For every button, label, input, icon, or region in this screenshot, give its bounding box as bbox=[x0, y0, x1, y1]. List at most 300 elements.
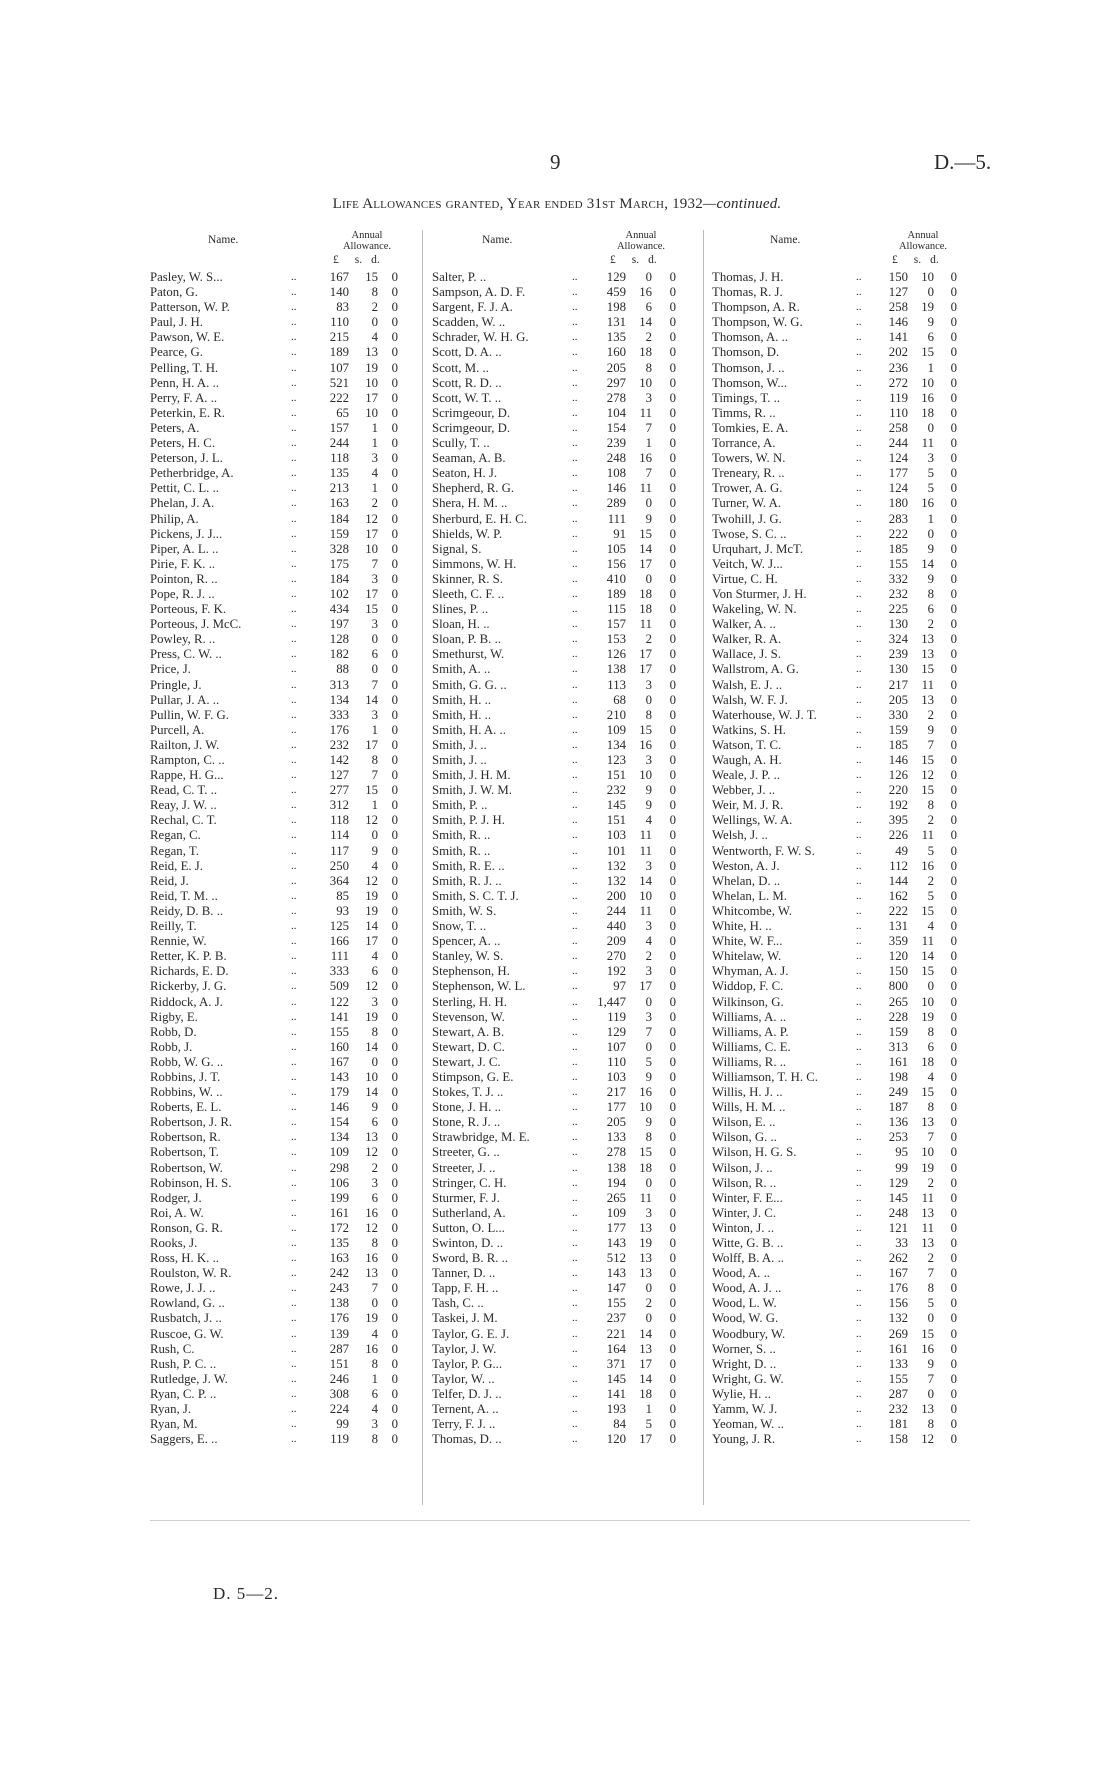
pensioner-name: Scott, D. A. .. bbox=[432, 345, 502, 360]
amount-pounds: 162 bbox=[888, 888, 908, 903]
pensioner-name: Whelan, L. M. bbox=[712, 888, 787, 903]
table-row bbox=[712, 315, 982, 330]
amount-pounds: 287 bbox=[329, 1341, 349, 1356]
amount-shillings: 8 bbox=[371, 1432, 378, 1447]
table-row bbox=[712, 1387, 982, 1402]
amount-pence: 0 bbox=[669, 692, 676, 707]
pensioner-name: Tapp, F. H. .. bbox=[432, 1281, 499, 1296]
amount-pence: 0 bbox=[950, 873, 957, 888]
amount-shillings: 1 bbox=[371, 420, 378, 435]
amount-pounds: 158 bbox=[888, 1432, 908, 1447]
table-row bbox=[432, 1085, 702, 1100]
leader-dots: .. bbox=[291, 1312, 297, 1325]
table-row bbox=[712, 859, 982, 874]
amount-pence: 0 bbox=[391, 436, 398, 451]
amount-pence: 0 bbox=[950, 692, 957, 707]
amount-pounds: 222 bbox=[888, 526, 908, 541]
leader-dots: .. bbox=[291, 421, 297, 434]
amount-pence: 0 bbox=[950, 405, 957, 420]
amount-shillings: 4 bbox=[927, 1069, 934, 1084]
table-row bbox=[150, 361, 420, 376]
pensioner-name: Whelan, D. .. bbox=[712, 873, 781, 888]
amount-pence: 0 bbox=[950, 466, 957, 481]
leader-dots: .. bbox=[856, 286, 862, 299]
amount-pence: 0 bbox=[669, 737, 676, 752]
leader-dots: .. bbox=[572, 316, 578, 329]
amount-shillings: 8 bbox=[645, 360, 652, 375]
leader-dots: .. bbox=[856, 1010, 862, 1023]
header-shillings: s. bbox=[913, 254, 922, 266]
pensioner-name: Peterkin, E. R. bbox=[150, 405, 225, 420]
amount-pence: 0 bbox=[391, 813, 398, 828]
amount-shillings: 3 bbox=[371, 707, 378, 722]
amount-pence: 0 bbox=[391, 722, 398, 737]
table-row bbox=[150, 1327, 420, 1342]
leader-dots: .. bbox=[856, 437, 862, 450]
pensioner-name: Rusbatch, J. .. bbox=[150, 1311, 222, 1326]
table-row bbox=[712, 662, 982, 677]
pensioner-name: Williamson, T. H. C. bbox=[712, 1069, 819, 1084]
leader-dots: .. bbox=[856, 1372, 862, 1385]
amount-shillings: 18 bbox=[921, 1054, 934, 1069]
amount-shillings: 13 bbox=[639, 1220, 652, 1235]
leader-dots: .. bbox=[856, 799, 862, 812]
amount-shillings: 10 bbox=[921, 270, 934, 284]
table-row bbox=[432, 1372, 702, 1387]
pensioner-name: Taylor, W. .. bbox=[432, 1371, 495, 1386]
table-row bbox=[150, 783, 420, 798]
table-row bbox=[150, 662, 420, 677]
table-row bbox=[432, 300, 702, 315]
amount-pounds: 265 bbox=[606, 1190, 626, 1205]
amount-pence: 0 bbox=[669, 496, 676, 511]
amount-pence: 0 bbox=[669, 375, 676, 390]
pensioner-name: Reidy, D. B. .. bbox=[150, 903, 224, 918]
amount-shillings: 10 bbox=[365, 405, 378, 420]
amount-pounds: 224 bbox=[329, 1402, 349, 1417]
pensioner-name: Stone, R. J. .. bbox=[432, 1115, 501, 1130]
table-row bbox=[432, 1417, 702, 1432]
leader-dots: .. bbox=[856, 1357, 862, 1370]
leader-dots: .. bbox=[572, 391, 578, 404]
amount-shillings: 15 bbox=[639, 722, 652, 737]
amount-pounds: 287 bbox=[888, 1386, 908, 1401]
amount-shillings: 2 bbox=[371, 1160, 378, 1175]
pensioner-name: Wilson, R. .. bbox=[712, 1175, 777, 1190]
amount-shillings: 10 bbox=[639, 375, 652, 390]
pensioner-name: Perry, F. A. .. bbox=[150, 390, 218, 405]
amount-pence: 0 bbox=[669, 1220, 676, 1235]
pensioner-name: Schrader, W. H. G. bbox=[432, 330, 529, 345]
amount-shillings: 16 bbox=[639, 285, 652, 300]
table-row bbox=[712, 270, 982, 285]
amount-pence: 0 bbox=[950, 903, 957, 918]
leader-dots: .. bbox=[856, 587, 862, 600]
pensioner-name: Powley, R. .. bbox=[150, 632, 216, 647]
pensioner-name: Turner, W. A. bbox=[712, 496, 782, 511]
amount-pence: 0 bbox=[669, 888, 676, 903]
leader-dots: .. bbox=[291, 723, 297, 736]
amount-shillings: 0 bbox=[927, 1311, 934, 1326]
leader-dots: .. bbox=[572, 663, 578, 676]
pensioner-name: Smethurst, W. bbox=[432, 647, 505, 662]
table-row bbox=[150, 1085, 420, 1100]
pensioner-name: Telfer, D. J. .. bbox=[432, 1386, 502, 1401]
column-header bbox=[150, 230, 420, 270]
amount-pounds: 155 bbox=[888, 1371, 908, 1386]
amount-pence: 0 bbox=[950, 1130, 957, 1145]
table-row bbox=[432, 738, 702, 753]
amount-pence: 0 bbox=[669, 1024, 676, 1039]
leader-dots: .. bbox=[572, 1221, 578, 1234]
leader-dots: .. bbox=[572, 920, 578, 933]
leader-dots: .. bbox=[291, 527, 297, 540]
amount-pence: 0 bbox=[391, 496, 398, 511]
pensioner-name: Weir, M. J. R. bbox=[712, 798, 784, 813]
pensioner-name: Petherbridge, A. bbox=[150, 466, 234, 481]
leader-dots: .. bbox=[856, 1191, 862, 1204]
table-row bbox=[432, 919, 702, 934]
amount-shillings: 6 bbox=[371, 1386, 378, 1401]
pensioner-name: Peters, H. C. bbox=[150, 436, 216, 451]
pensioner-name: Walker, A. .. bbox=[712, 617, 776, 632]
header-pence: d. bbox=[371, 254, 380, 266]
amount-pounds: 126 bbox=[888, 768, 908, 783]
leader-dots: .. bbox=[856, 1221, 862, 1234]
leader-dots: .. bbox=[856, 1327, 862, 1340]
pensioner-name: Wolff, B. A. .. bbox=[712, 1251, 784, 1266]
pensioner-name: Walsh, E. J. .. bbox=[712, 677, 783, 692]
amount-shillings: 16 bbox=[639, 737, 652, 752]
pensioner-name: Seaton, H. J. bbox=[432, 466, 498, 481]
amount-pence: 0 bbox=[391, 677, 398, 692]
amount-pence: 0 bbox=[669, 828, 676, 843]
leader-dots: .. bbox=[856, 935, 862, 948]
amount-pounds: 164 bbox=[606, 1341, 626, 1356]
leader-dots: .. bbox=[291, 376, 297, 389]
amount-pounds: 248 bbox=[888, 1205, 908, 1220]
amount-shillings: 0 bbox=[927, 979, 934, 994]
table-row bbox=[712, 617, 982, 632]
leader-dots: .. bbox=[572, 1116, 578, 1129]
amount-pence: 0 bbox=[669, 315, 676, 330]
amount-shillings: 16 bbox=[921, 496, 934, 511]
table-row bbox=[432, 949, 702, 964]
amount-pounds: 129 bbox=[606, 270, 626, 284]
amount-pence: 0 bbox=[669, 451, 676, 466]
amount-pence: 0 bbox=[950, 1311, 957, 1326]
amount-shillings: 0 bbox=[371, 662, 378, 677]
amount-shillings: 17 bbox=[639, 1432, 652, 1447]
pensioner-name: Smith, H. .. bbox=[432, 692, 492, 707]
table-row bbox=[712, 376, 982, 391]
amount-pence: 0 bbox=[669, 798, 676, 813]
table-row bbox=[712, 1417, 982, 1432]
leader-dots: .. bbox=[856, 965, 862, 978]
pensioner-name: Scrimgeour, D. bbox=[432, 420, 511, 435]
pensioner-name: Worner, S. .. bbox=[712, 1341, 776, 1356]
amount-shillings: 19 bbox=[365, 360, 378, 375]
table-row bbox=[150, 723, 420, 738]
amount-shillings: 18 bbox=[639, 345, 652, 360]
pensioner-name: Ternent, A. .. bbox=[432, 1402, 499, 1417]
leader-dots: .. bbox=[572, 301, 578, 314]
amount-shillings: 19 bbox=[921, 1160, 934, 1175]
amount-shillings: 2 bbox=[645, 632, 652, 647]
header-shillings: s. bbox=[354, 254, 363, 266]
leader-dots: .. bbox=[856, 920, 862, 933]
pensioner-name: Wakeling, W. N. bbox=[712, 602, 797, 617]
amount-pence: 0 bbox=[391, 345, 398, 360]
amount-pounds: 84 bbox=[613, 1417, 626, 1432]
amount-pounds: 132 bbox=[888, 1311, 908, 1326]
amount-pence: 0 bbox=[669, 466, 676, 481]
leader-dots: .. bbox=[291, 452, 297, 465]
pensioner-name: Stringer, C. H. bbox=[432, 1175, 507, 1190]
pensioner-name: Robertson, T. bbox=[150, 1145, 219, 1160]
table-row bbox=[712, 874, 982, 889]
amount-pounds: 167 bbox=[329, 270, 349, 284]
amount-shillings: 9 bbox=[927, 722, 934, 737]
amount-pounds: 143 bbox=[606, 1266, 626, 1281]
pensioner-name: Thomson, A. .. bbox=[712, 330, 789, 345]
table-row bbox=[712, 844, 982, 859]
amount-pounds: 131 bbox=[888, 919, 908, 934]
amount-pounds: 85 bbox=[336, 888, 349, 903]
pensioner-name: Sturmer, F. J. bbox=[432, 1190, 500, 1205]
table-row bbox=[712, 1221, 982, 1236]
amount-shillings: 15 bbox=[921, 903, 934, 918]
table-row bbox=[150, 300, 420, 315]
leader-dots: .. bbox=[291, 1131, 297, 1144]
amount-shillings: 19 bbox=[365, 1311, 378, 1326]
amount-pence: 0 bbox=[669, 1130, 676, 1145]
table-row bbox=[150, 693, 420, 708]
table-row bbox=[432, 361, 702, 376]
amount-pounds: 177 bbox=[606, 1220, 626, 1235]
amount-pence: 0 bbox=[669, 1371, 676, 1386]
amount-pence: 0 bbox=[950, 662, 957, 677]
table-row bbox=[432, 828, 702, 843]
table-row bbox=[712, 572, 982, 587]
amount-pence: 0 bbox=[950, 360, 957, 375]
amount-shillings: 1 bbox=[371, 722, 378, 737]
table-row bbox=[712, 798, 982, 813]
amount-pence: 0 bbox=[669, 1266, 676, 1281]
leader-dots: .. bbox=[291, 1040, 297, 1053]
amount-shillings: 15 bbox=[921, 1326, 934, 1341]
amount-pence: 0 bbox=[669, 1175, 676, 1190]
amount-shillings: 11 bbox=[639, 843, 652, 858]
leader-dots: .. bbox=[291, 406, 297, 419]
amount-pence: 0 bbox=[669, 1281, 676, 1296]
amount-pounds: 179 bbox=[329, 1085, 349, 1100]
pensioner-name: Ross, H. K. .. bbox=[150, 1251, 219, 1266]
amount-pence: 0 bbox=[950, 436, 957, 451]
amount-pounds: 143 bbox=[606, 1236, 626, 1250]
table-row bbox=[712, 285, 982, 300]
table-row bbox=[712, 1327, 982, 1342]
table-row bbox=[712, 345, 982, 360]
amount-shillings: 16 bbox=[921, 858, 934, 873]
pensioner-name: Robbins, W. .. bbox=[150, 1085, 223, 1100]
amount-pence: 0 bbox=[391, 707, 398, 722]
pensioner-name: Rowland, G. .. bbox=[150, 1296, 225, 1311]
amount-shillings: 15 bbox=[365, 783, 378, 798]
amount-pence: 0 bbox=[950, 541, 957, 556]
table-row bbox=[712, 889, 982, 904]
leader-dots: .. bbox=[856, 467, 862, 480]
table-row bbox=[150, 949, 420, 964]
pensioner-name: Sterling, H. H. bbox=[432, 994, 508, 1009]
leader-dots: .. bbox=[856, 1161, 862, 1174]
amount-pounds: 200 bbox=[606, 888, 626, 903]
leader-dots: .. bbox=[291, 1055, 297, 1068]
amount-pounds: 155 bbox=[329, 1024, 349, 1039]
amount-shillings: 5 bbox=[927, 843, 934, 858]
header-pound: £ bbox=[610, 254, 616, 266]
amount-pounds: 124 bbox=[888, 481, 908, 496]
leader-dots: .. bbox=[291, 799, 297, 812]
amount-pounds: 184 bbox=[329, 511, 349, 526]
table-row bbox=[150, 1311, 420, 1326]
amount-pounds: 101 bbox=[606, 843, 626, 858]
amount-pounds: 151 bbox=[329, 1356, 349, 1371]
amount-pence: 0 bbox=[391, 586, 398, 601]
amount-pounds: 135 bbox=[606, 330, 626, 345]
leader-dots: .. bbox=[856, 391, 862, 404]
leader-dots: .. bbox=[856, 1101, 862, 1114]
amount-shillings: 13 bbox=[365, 1266, 378, 1281]
pensioner-name: Sargent, F. J. A. bbox=[432, 300, 513, 315]
leader-dots: .. bbox=[572, 1040, 578, 1053]
leader-dots: .. bbox=[856, 995, 862, 1008]
amount-shillings: 2 bbox=[645, 949, 652, 964]
table-row bbox=[712, 330, 982, 345]
header-annual: Annual bbox=[907, 230, 939, 241]
table-row bbox=[432, 904, 702, 919]
leader-dots: .. bbox=[291, 769, 297, 782]
column-header bbox=[432, 230, 702, 270]
amount-shillings: 15 bbox=[365, 602, 378, 617]
amount-shillings: 3 bbox=[371, 1175, 378, 1190]
amount-pence: 0 bbox=[391, 1024, 398, 1039]
amount-shillings: 15 bbox=[921, 1085, 934, 1100]
amount-pence: 0 bbox=[669, 1115, 676, 1130]
amount-pence: 0 bbox=[950, 1281, 957, 1296]
amount-pounds: 262 bbox=[888, 1251, 908, 1266]
table-row bbox=[712, 451, 982, 466]
table-row bbox=[712, 512, 982, 527]
amount-shillings: 19 bbox=[639, 1236, 652, 1250]
amount-pounds: 333 bbox=[329, 707, 349, 722]
amount-pounds: 184 bbox=[329, 571, 349, 586]
amount-pounds: 133 bbox=[888, 1356, 908, 1371]
table-row bbox=[712, 1236, 982, 1251]
amount-pence: 0 bbox=[669, 481, 676, 496]
amount-pence: 0 bbox=[669, 390, 676, 405]
table-row bbox=[150, 587, 420, 602]
amount-shillings: 0 bbox=[927, 420, 934, 435]
amount-shillings: 9 bbox=[927, 1356, 934, 1371]
amount-shillings: 11 bbox=[921, 677, 934, 692]
amount-pence: 0 bbox=[950, 375, 957, 390]
amount-shillings: 6 bbox=[371, 1115, 378, 1130]
pensioner-name: Stone, J. H. .. bbox=[432, 1100, 501, 1115]
amount-pounds: 232 bbox=[606, 783, 626, 798]
amount-pounds: 65 bbox=[336, 405, 349, 420]
amount-pence: 0 bbox=[950, 964, 957, 979]
amount-pounds: 117 bbox=[330, 843, 349, 858]
amount-pence: 0 bbox=[669, 420, 676, 435]
table-row bbox=[432, 768, 702, 783]
pensioner-name: Wood, A. J. .. bbox=[712, 1281, 782, 1296]
amount-pence: 0 bbox=[391, 466, 398, 481]
pensioner-name: Smith, P. .. bbox=[432, 798, 488, 813]
amount-pounds: 371 bbox=[606, 1356, 626, 1371]
amount-shillings: 11 bbox=[639, 903, 652, 918]
amount-shillings: 7 bbox=[927, 1130, 934, 1145]
pensioner-name: Timings, T. .. bbox=[712, 390, 781, 405]
header-pound: £ bbox=[892, 254, 898, 266]
amount-pounds: 459 bbox=[606, 285, 626, 300]
pensioner-name: Regan, C. bbox=[150, 828, 201, 843]
leader-dots: .. bbox=[856, 1055, 862, 1068]
table-row bbox=[150, 1055, 420, 1070]
amount-pence: 0 bbox=[391, 934, 398, 949]
amount-shillings: 16 bbox=[921, 1341, 934, 1356]
leader-dots: .. bbox=[856, 572, 862, 585]
pensioner-name: Ryan, J. bbox=[150, 1402, 192, 1417]
amount-pounds: 126 bbox=[606, 647, 626, 662]
pensioner-name: Wills, H. M. .. bbox=[712, 1100, 786, 1115]
table-row bbox=[712, 813, 982, 828]
column-divider bbox=[703, 230, 704, 1505]
table-row bbox=[712, 708, 982, 723]
leader-dots: .. bbox=[856, 421, 862, 434]
leader-dots: .. bbox=[291, 708, 297, 721]
leader-dots: .. bbox=[856, 482, 862, 495]
amount-pounds: 119 bbox=[607, 1009, 626, 1024]
pensioner-name: Smith, H. A. .. bbox=[432, 722, 506, 737]
amount-shillings: 14 bbox=[921, 949, 934, 964]
leader-dots: .. bbox=[291, 1357, 297, 1370]
table-row bbox=[150, 451, 420, 466]
leader-dots: .. bbox=[572, 950, 578, 963]
amount-pence: 0 bbox=[950, 768, 957, 783]
pensioner-name: Witte, G. B. .. bbox=[712, 1236, 784, 1250]
leader-dots: .. bbox=[856, 723, 862, 736]
amount-pounds: 248 bbox=[606, 451, 626, 466]
amount-pence: 0 bbox=[669, 1356, 676, 1371]
amount-pence: 0 bbox=[391, 1281, 398, 1296]
amount-shillings: 13 bbox=[921, 1115, 934, 1130]
table-row bbox=[150, 421, 420, 436]
amount-pence: 0 bbox=[950, 949, 957, 964]
leader-dots: .. bbox=[856, 754, 862, 766]
leader-dots: .. bbox=[856, 1131, 862, 1144]
table-row bbox=[150, 1206, 420, 1221]
amount-pence: 0 bbox=[950, 1115, 957, 1130]
amount-shillings: 14 bbox=[365, 919, 378, 934]
amount-pounds: 410 bbox=[606, 571, 626, 586]
pensioner-name: Pullin, W. F. G. bbox=[150, 707, 229, 722]
pensioner-name: Smith, J. .. bbox=[432, 737, 487, 752]
pensioner-name: Thomas, J. H. bbox=[712, 270, 784, 284]
amount-pounds: 176 bbox=[888, 1281, 908, 1296]
amount-pounds: 330 bbox=[888, 707, 908, 722]
pensioner-name: Pettit, C. L. .. bbox=[150, 481, 219, 496]
